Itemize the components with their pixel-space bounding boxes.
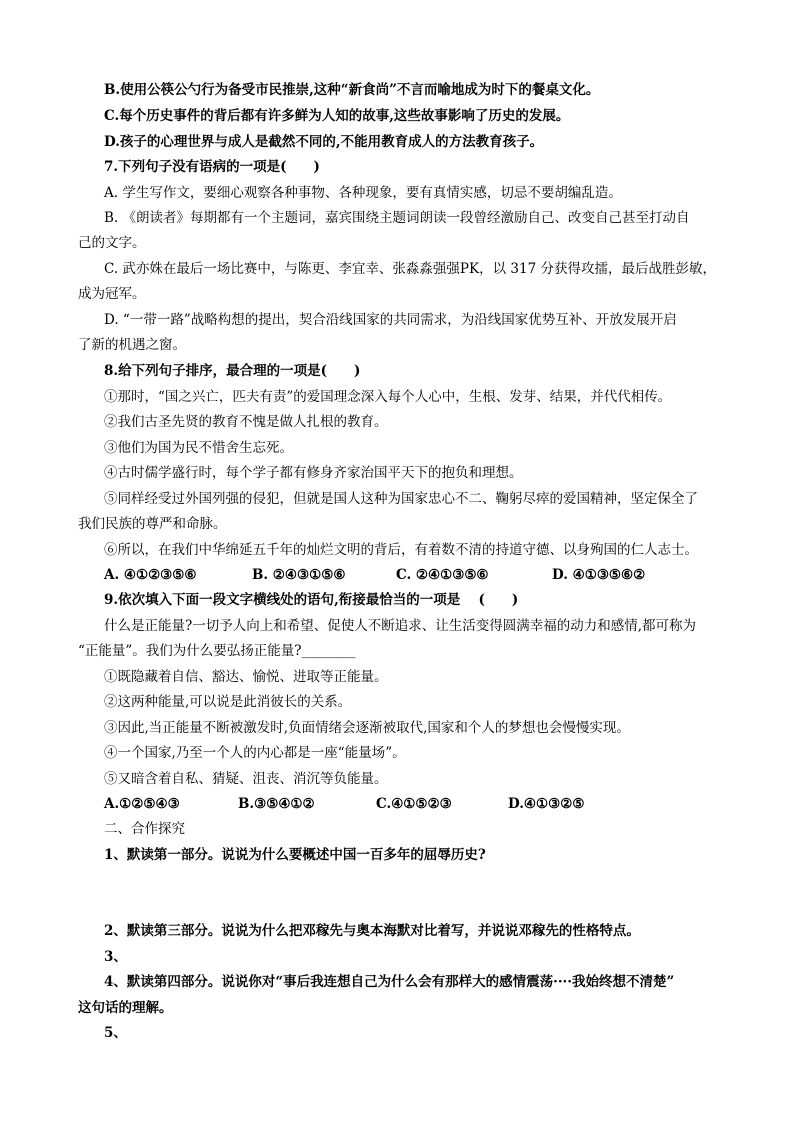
q9-passage-line1: 什么是正能量?一切予人向上和希望、促使人不断追求、让生活变得圆满幸福的动力和感情,都可称为	[104, 618, 697, 634]
section-2-item-4-line2: 这句话的理解。	[78, 1000, 173, 1016]
q7-option-d-line1: D. “一带一路”战略构想的提出，契合沿线国家的共同需求，为沿线国家优势互补、开放发展开启	[104, 312, 677, 328]
q7-option-c-line1: C. 武亦姝在最后一场比赛中，与陈更、李宜幸、张淼淼强强PK，以 317 分获得攻擂，最后战胜彭敏，	[104, 261, 716, 277]
q7-option-b-line1: B. 《朗读者》每期都有一个主题词，嘉宾围绕主题词朗读一段曾经激励自己、改变自己甚至打动自	[104, 210, 690, 226]
q7-option-d-line2: 了新的机遇之窗。	[78, 337, 186, 353]
q8-sentence-3: ③他们为国为民不惜舍生忘死。	[104, 440, 293, 456]
q9-stem: 9.依次填入下面一段文字横线处的语句,衔接最恰当的一项是 ( )	[104, 592, 519, 608]
section-2-item-2: 2、默读第三部分。说说为什么把邓稼先与奥本海默对比着写，并说说邓稼先的性格特点。	[104, 923, 640, 939]
q9-sentence-2: ②这两种能量,可以说是此消彼长的关系。	[104, 694, 352, 710]
q8-sentence-5-line1: ⑤同样经受过外国列强的侵犯，但就是国人这种为国家忠心不二、鞠躬尽瘁的爱国精神，坚定保全了	[104, 491, 698, 507]
q8-sentence-1: ①那时，“国之兴亡，匹夫有责”的爱国理念深入每个人心中，生根、发芽、结果，并代代相传。	[104, 389, 672, 405]
q9-sentence-1: ①既隐藏着自信、豁达、愉悦、进取等正能量。	[104, 669, 388, 685]
section-2-item-5: 5、	[104, 1025, 127, 1041]
q8-sentence-2: ②我们古圣先贤的教育不愧是做人扎根的教育。	[104, 414, 388, 430]
q8-sentence-5-line2: 我们民族的尊严和命脉。	[78, 516, 227, 532]
q8-sentence-6: ⑥所以，在我们中华绵延五千年的灿烂文明的背后，有着数不清的持道守德、以身殉国的仁人志士。	[104, 542, 698, 558]
q9-sentence-5: ⑤又暗含着自私、猜疑、沮丧、消沉等负能量。	[104, 771, 388, 787]
q6-option-b: B.使用公筷公勺行为备受市民推崇,这种“新食尚”不言而喻地成为时下的餐桌文化。	[104, 82, 600, 98]
q8-option-b: B. ②④③①⑤⑥	[252, 567, 346, 583]
q9-sentence-3: ③因此,当正能量不断被激发时,负面情绪会逐渐被取代,国家和个人的梦想也会慢慢实现。	[104, 720, 630, 736]
section-2-item-1: 1、默读第一部分。说说为什么要概述中国一百多年的屈辱历史?	[104, 847, 486, 863]
q9-option-b: B.③⑤④①②	[238, 796, 315, 812]
q6-option-d: D.孩子的心理世界与成人是截然不同的,不能用教育成人的方法教育孩子。	[104, 134, 544, 150]
q7-option-a: A. 学生写作文，要细心观察各种事物、各种现象，要有真情实感，切忌不要胡编乱造。	[104, 185, 622, 201]
q9-option-a: A.①②⑤④③	[104, 796, 180, 812]
q8-sentence-4: ④古时儒学盛行时，每个学子都有修身齐家治国平天下的抱负和理想。	[104, 465, 523, 481]
q8-option-c: C. ②④①③⑤⑥	[396, 567, 489, 583]
q8-option-a: A. ④①②③⑤⑥	[104, 567, 197, 583]
section-2-item-4-line1: 4、默读第四部分。说说你对“事后我连想自己为什么会有那样大的感情震荡····我始终想不清楚”	[104, 974, 675, 990]
q9-option-c: C.④①⑤②③	[376, 796, 452, 812]
q9-option-d: D.④①③②⑤	[508, 796, 585, 812]
section-2-title: 二、合作探究	[104, 821, 185, 837]
section-2-item-3: 3、	[104, 949, 127, 965]
q8-stem: 8.给下列句子排序，最合理的一项是( )	[104, 363, 361, 379]
q7-stem: 7.下列句子没有语病的一项是( )	[104, 159, 320, 175]
q7-option-b-line2: 己的文字。	[78, 235, 146, 251]
q9-sentence-4: ④一个国家,乃至一个人的内心都是一座“能量场”。	[104, 745, 406, 761]
q6-option-c: C.每个历史事件的背后都有许多鲜为人知的故事,这些故事影响了历史的发展。	[104, 108, 570, 124]
q7-option-c-line2: 成为冠军。	[78, 286, 146, 302]
q8-option-d: D. ④①③⑤⑥②	[552, 567, 646, 583]
q9-passage-line2: “正能量”。我们为什么要弘扬正能量?________	[78, 643, 356, 659]
